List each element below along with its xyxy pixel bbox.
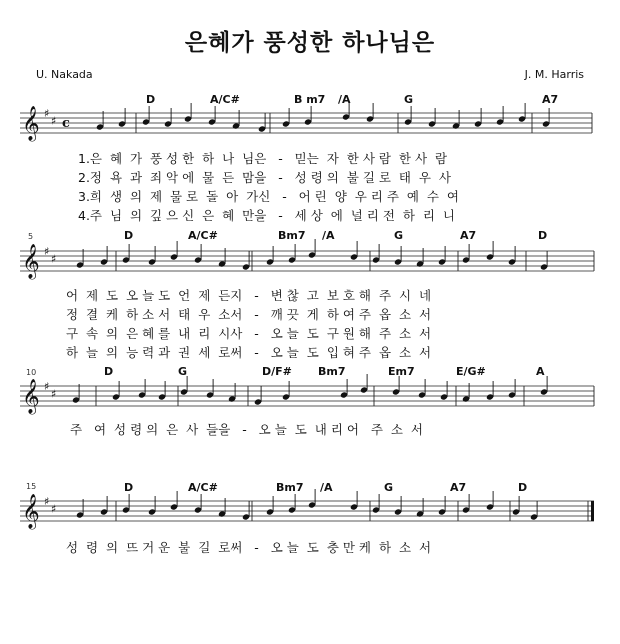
chord-symbol: G: [384, 481, 394, 494]
chord-symbol: A/C#: [188, 229, 218, 242]
measure-number: 10: [26, 368, 37, 377]
sharp-icon: ♯: [51, 252, 57, 266]
chord-symbol: A/C#: [188, 481, 218, 494]
lyric-line-verse-3: 3.희 생 의 제 물 로 돌 아 가신 - 어 린 양 우 리 주 예 수 여: [78, 189, 459, 204]
chord-symbol: D: [124, 481, 134, 494]
chord-symbol: Bm7: [276, 481, 304, 494]
sharp-icon: ♯: [51, 114, 57, 128]
lyric-line-verse-1: 성 령 의 뜨 거 운 불 길 로써 - 오 늘 도 충 만 케 하 소 서: [66, 540, 432, 555]
treble-clef-icon: 𝄞: [22, 379, 40, 414]
chord-symbol: Bm7: [278, 229, 306, 242]
chord-symbol: D: [104, 365, 114, 378]
staff-system-1: [0, 105, 620, 155]
chord-symbol: D/F#: [262, 365, 292, 378]
sharp-icon: ♯: [51, 387, 57, 401]
chord-symbol: Bm7: [318, 365, 346, 378]
treble-clef-icon: 𝄞: [22, 244, 40, 279]
chord-symbol: D: [518, 481, 528, 494]
chord-symbol: G: [178, 365, 188, 378]
lyric-line-verse-1: 주 여 성 령 의 은 사 들을 - 오 늘 도 내 리 어 주 소 서: [70, 422, 423, 437]
chord-symbol: B m7: [294, 93, 326, 106]
treble-clef-icon: 𝄞: [22, 106, 40, 141]
lyric-line-verse-3: 구 속 의 은 혜 를 내 리 시사 - 오 늘 도 구 원 해 주 소 서: [66, 326, 432, 341]
final-bar-line: [591, 501, 594, 521]
chord-symbol: A7: [460, 229, 477, 242]
chord-symbol: D: [146, 93, 156, 106]
chord-symbol: A7: [450, 481, 467, 494]
chord-symbol: A: [536, 365, 545, 378]
chord-symbol: A/C#: [210, 93, 240, 106]
sharp-icon: ♯: [44, 107, 50, 120]
lyricist-credit: U. Nakada: [36, 68, 93, 81]
lyric-line-verse-1: 어 제 도 오 늘 도 언 제 든지 - 변 찮 고 보 호 해 주 시 네: [66, 288, 432, 303]
chord-symbol: E/G#: [456, 365, 486, 378]
chord-symbol: /A: [322, 229, 335, 242]
measure-number: 15: [26, 482, 37, 491]
chord-symbol: D: [538, 229, 548, 242]
chord-symbol: G: [404, 93, 414, 106]
sharp-icon: ♯: [44, 495, 50, 508]
composer-credit: J. M. Harris: [524, 68, 584, 81]
sharp-icon: ♯: [44, 380, 50, 393]
chord-symbol: A7: [542, 93, 559, 106]
chord-symbol: /A: [338, 93, 351, 106]
song-title: 은혜가 풍성한 하나님은: [184, 30, 436, 56]
sharp-icon: ♯: [44, 245, 50, 258]
common-time-icon: c: [62, 116, 70, 131]
chord-symbol: /A: [320, 481, 333, 494]
chord-symbol: G: [394, 229, 404, 242]
treble-clef-icon: 𝄞: [22, 494, 40, 529]
chord-symbol: Em7: [388, 365, 415, 378]
lyric-line-verse-1: 1.은 혜 가 풍 성 한 하 나 님은 - 믿는 자 한 사 람 한 사 람: [78, 151, 448, 166]
lyric-line-verse-2: 2.정 욕 과 죄 악 에 물 든 맘을 - 성 령 의 불 길 로 태 우 사: [78, 170, 452, 185]
measure-number: 5: [28, 232, 34, 241]
staff-system-4: [0, 493, 620, 543]
lyric-line-verse-4: 하 늘 의 능 력 과 권 세 로써 - 오 늘 도 입 혀 주 옵 소 서: [66, 345, 432, 360]
lyric-line-verse-2: 정 결 케 하 소 서 태 우 소서 - 깨 끗 게 하 여 주 옵 소 서: [66, 307, 432, 322]
chord-symbol: D: [124, 229, 134, 242]
sharp-icon: ♯: [51, 502, 57, 516]
lyric-line-verse-4: 4.주 님 의 깊 으 신 은 혜 만을 - 세 상 에 널 리 전 하 리 니: [78, 208, 455, 223]
